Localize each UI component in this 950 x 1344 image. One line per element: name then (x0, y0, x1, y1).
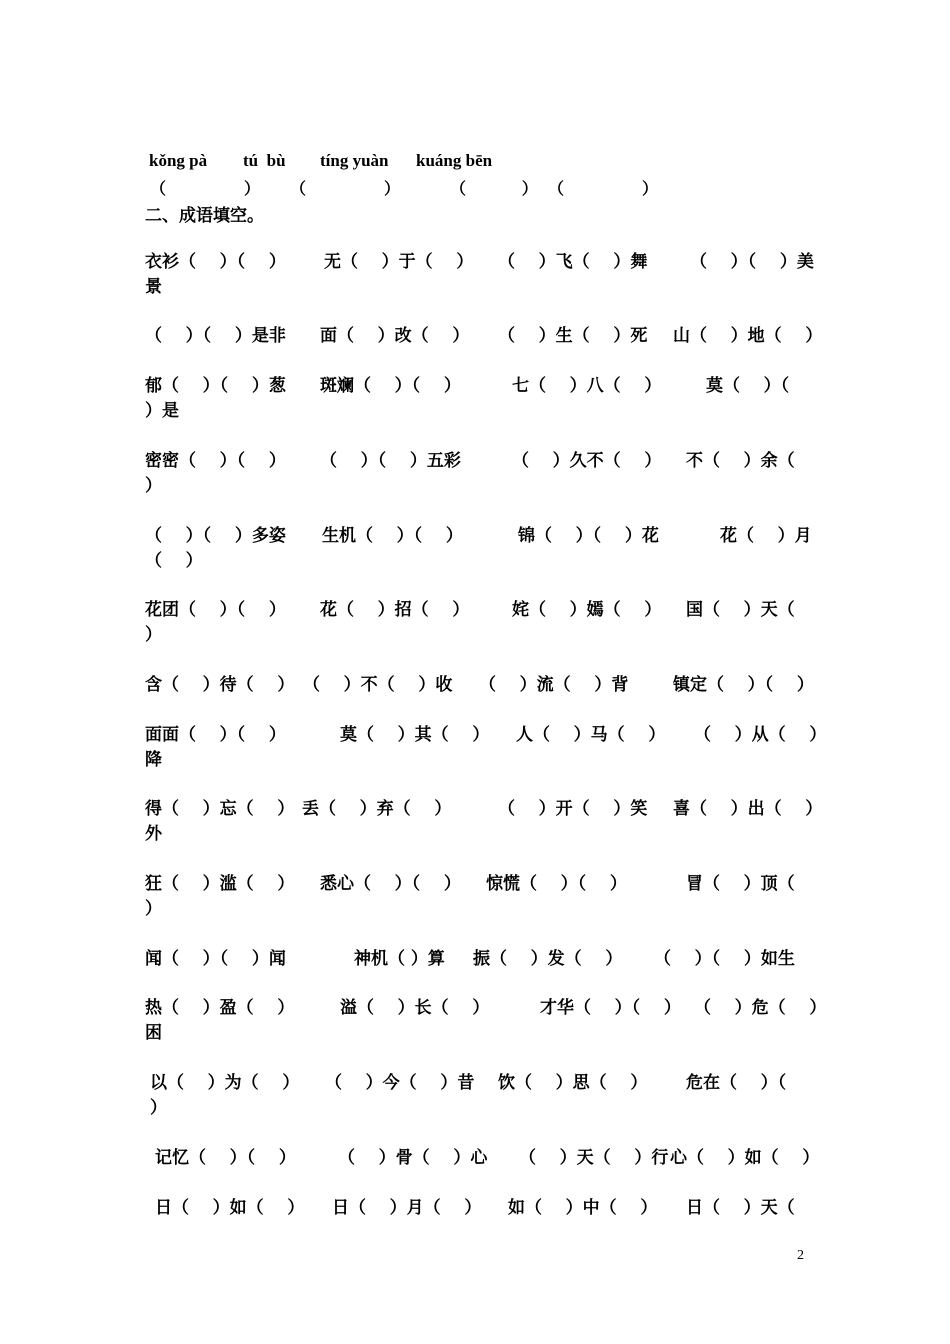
idiom-item: （ ）（ ）多姿 (145, 526, 286, 546)
idiom-item: 振（ ）发（ ） (473, 949, 623, 969)
idiom-item: 记忆（ ）（ ） (155, 1148, 296, 1168)
idiom-item: 斑斓（ ）（ ） (320, 376, 461, 396)
idiom-item: （ ）久不（ ） (512, 451, 662, 471)
idiom-item: 莫（ ）（ (706, 376, 790, 396)
idiom-item: 冒（ ）顶（ (686, 874, 795, 894)
idiom-item: 狂（ ）滥（ ） (145, 874, 295, 894)
idiom-item: （ ）（ ）五彩 (320, 451, 461, 471)
pinyin-word: tíng yuàn (320, 151, 389, 170)
idiom-item: （ ）生（ ）死 (498, 326, 648, 346)
idiom-item: 密密（ ）（ ） (145, 451, 286, 471)
idiom-item: 山（ ）地（ ） (673, 326, 823, 346)
answer-blank: （ ） (150, 179, 260, 198)
idiom-item: 含（ ）待（ ） (145, 675, 295, 695)
idiom-item: （ ）天（ ）行 (519, 1148, 669, 1168)
section-heading: 二、成语填空。 (145, 206, 264, 226)
idiom-item: 面面（ ）（ ） (145, 725, 286, 745)
idiom-row-continuation: ） (145, 899, 162, 919)
idiom-item: 危在（ ）（ (686, 1073, 787, 1093)
idiom-item: 衣衫（ ）（ ） (145, 252, 286, 272)
idiom-item: 日（ ）天（ (686, 1198, 795, 1218)
idiom-item: （ ）（ ）是非 (145, 326, 286, 346)
idiom-item: 镇定（ ）（ ） (673, 675, 814, 695)
idiom-row-continuation: 景 (145, 277, 162, 297)
idiom-row-continuation: 降 (145, 750, 162, 770)
idiom-row-continuation: ） (145, 476, 162, 496)
idiom-item: （ ）（ ）如生 (654, 949, 795, 969)
idiom-item: 心（ ）如（ ） (670, 1148, 820, 1168)
idiom-item: 花（ ）月 (720, 526, 812, 546)
idiom-item: 花团（ ）（ ） (145, 600, 286, 620)
idiom-item: 生机（ ）（ ） (322, 526, 463, 546)
idiom-item: 悉心（ ）（ ） (320, 874, 461, 894)
idiom-item: 锦（ ）（ ）花 (518, 526, 659, 546)
page-number: 2 (797, 1248, 804, 1263)
idiom-item: （ ）危（ ） (694, 998, 827, 1018)
idiom-row-continuation: ） (145, 625, 162, 645)
idiom-item: 如（ ）中（ ） (508, 1198, 658, 1218)
idiom-item: 神机（ ）算 (354, 949, 445, 969)
idiom-item: （ ）开（ ）笑 (498, 799, 648, 819)
idiom-item: 喜（ ）出（ ） (673, 799, 823, 819)
idiom-item: （ ）流（ ）背 (479, 675, 629, 695)
idiom-item: 面（ ）改（ ） (320, 326, 470, 346)
pinyin-word: kǒng pà (149, 151, 208, 170)
idiom-item: 以（ ）为（ ） (150, 1073, 300, 1093)
idiom-item: 人（ ）马（ ） (516, 725, 666, 745)
idiom-row-continuation: ）是 (145, 401, 179, 421)
idiom-row-continuation: ） (150, 1098, 167, 1118)
idiom-item: 姹（ ）嫣（ ） (512, 600, 662, 620)
idiom-item: 得（ ）忘（ ） (145, 799, 295, 819)
idiom-item: 溢（ ）长（ ） (340, 998, 490, 1018)
idiom-item: 闻（ ）（ ）闻 (145, 949, 286, 969)
idiom-item: 国（ ）天（ (686, 600, 795, 620)
idiom-item: 七（ ）八（ ） (512, 376, 662, 396)
idiom-item: 才华（ ）（ ） (540, 998, 681, 1018)
idiom-item: 饮（ ）思（ ） (498, 1073, 648, 1093)
idiom-row-continuation: 外 (145, 824, 162, 844)
idiom-item: 花（ ）招（ ） (320, 600, 470, 620)
answer-blank: （ ） (548, 179, 658, 198)
pinyin-word: kuáng bēn (416, 151, 493, 170)
answer-blank: （ ） (290, 179, 400, 198)
idiom-item: （ ）不（ ）收 (303, 675, 453, 695)
idiom-item: 丢（ ）弃（ ） (302, 799, 452, 819)
idiom-item: 热（ ）盈（ ） (145, 998, 295, 1018)
idiom-item: （ ）骨（ ）心 (338, 1148, 488, 1168)
idiom-item: （ ）从（ ） (694, 725, 827, 745)
pinyin-word: tú bù (243, 151, 286, 170)
idiom-item: 不（ ）余（ (686, 451, 795, 471)
idiom-item: 郁（ ）（ ）葱 (145, 376, 286, 396)
idiom-item: 日（ ）如（ ） (155, 1198, 305, 1218)
idiom-item: 无（ ）于（ ） (324, 252, 474, 272)
idiom-item: 日（ ）月（ ） (332, 1198, 482, 1218)
idiom-item: （ ）（ ）美 (690, 252, 814, 272)
idiom-item: 惊慌（ ）（ ） (486, 874, 627, 894)
answer-blank: （ ） (450, 179, 538, 198)
idiom-item: （ ）今（ ）昔 (325, 1073, 475, 1093)
idiom-item: （ ）飞（ ）舞 (498, 252, 648, 272)
idiom-item: 莫（ ）其（ ） (340, 725, 490, 745)
idiom-row-continuation: （ ） (145, 551, 203, 571)
idiom-row-continuation: 困 (145, 1023, 162, 1043)
